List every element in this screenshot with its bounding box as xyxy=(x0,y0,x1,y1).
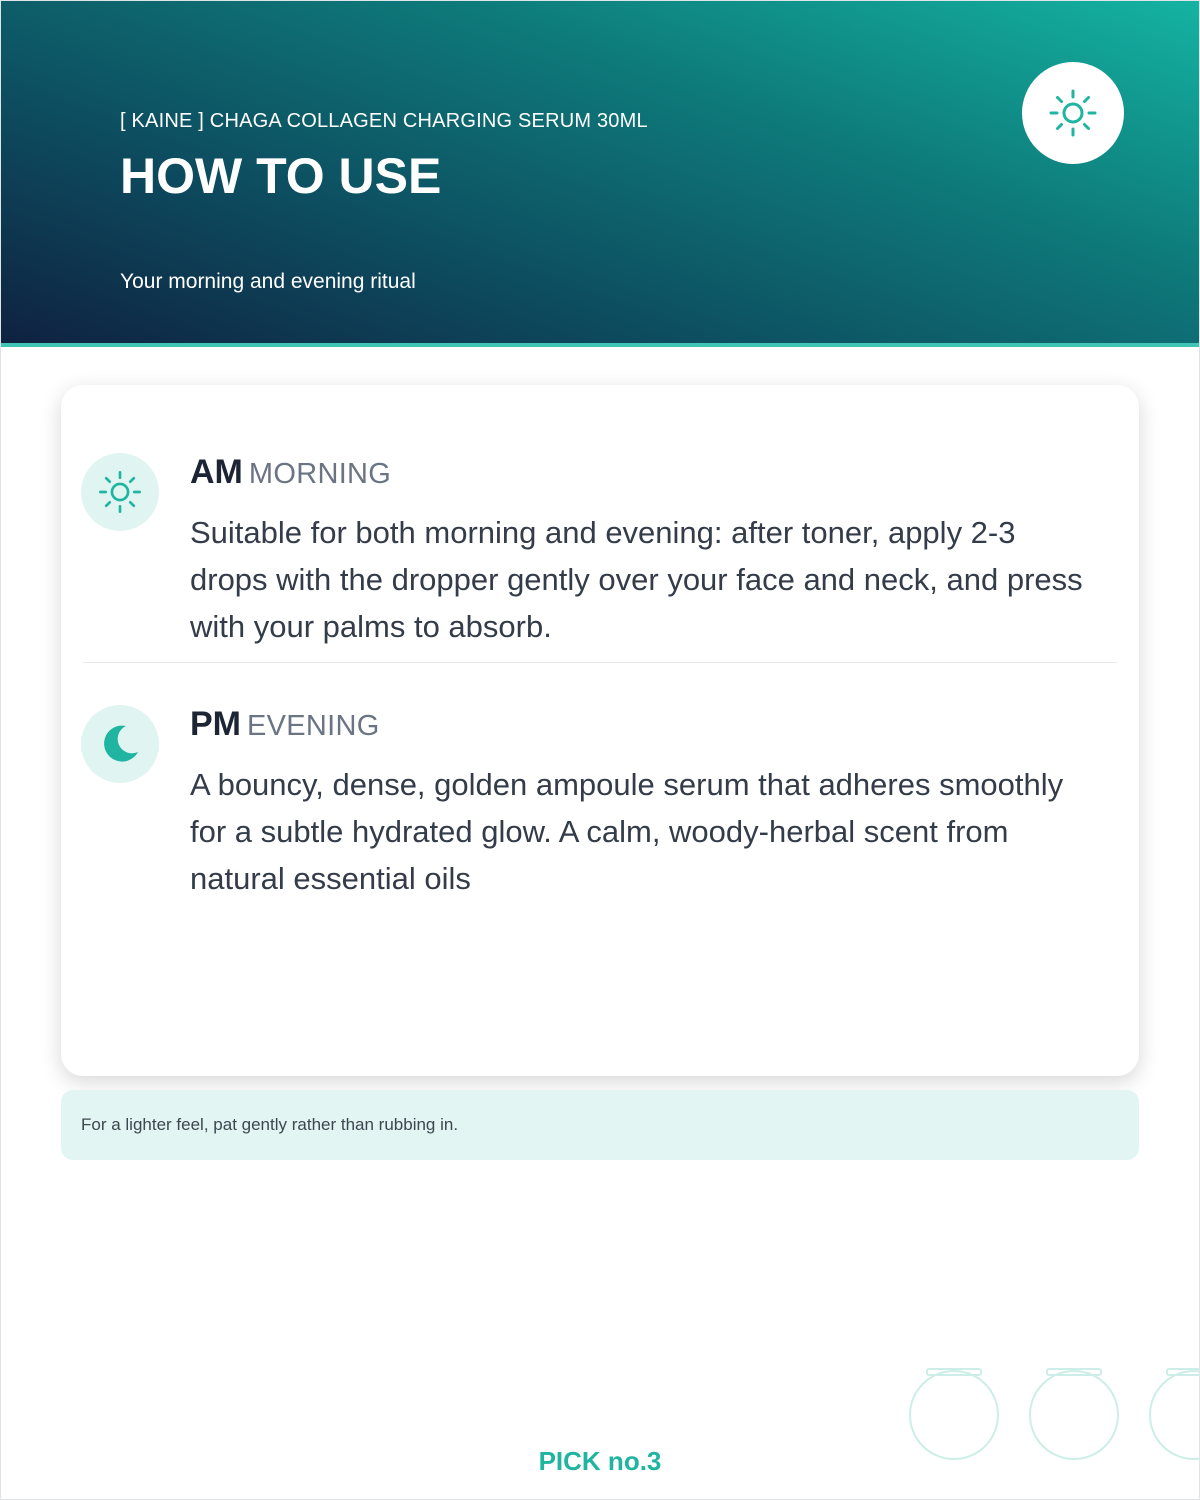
pm-description: A bouncy, dense, golden ampoule serum that adheres smoothly for a subtle hydrated glow. A calm, woody-herbal scent from natural essential oils xyxy=(190,767,1064,896)
sun-icon xyxy=(1045,85,1101,141)
pm-code: PM xyxy=(190,705,241,743)
pm-word: EVENING xyxy=(247,710,380,742)
am-heading xyxy=(190,453,391,492)
am-code: AM xyxy=(190,453,243,491)
product-name: [ KAINE ] CHAGA COLLAGEN CHARGING SERUM 30ML xyxy=(120,110,648,132)
am-description: Suitable for both morning and evening: after toner, apply 2-3 drops with the dropper gently over your face and neck, and press with your palms to absorb. xyxy=(190,515,1083,644)
section-divider xyxy=(83,662,1117,663)
pm-icon-badge xyxy=(81,705,159,783)
header-badge xyxy=(1022,62,1124,164)
tip-box xyxy=(61,1090,1139,1160)
page-subtitle: Your morning and evening ritual xyxy=(120,270,416,293)
header-accent-line xyxy=(0,343,1200,347)
page-title: HOW TO USE xyxy=(120,148,442,204)
sun-icon xyxy=(95,467,145,517)
am-icon-badge xyxy=(81,453,159,531)
header-banner xyxy=(0,0,1200,345)
pm-heading xyxy=(190,705,380,744)
pick-label: PICK no.3 xyxy=(538,1446,662,1476)
am-word: MORNING xyxy=(248,458,392,490)
tip-text: For a lighter feel, pat gently rather than rubbing in. xyxy=(81,1115,459,1134)
moon-icon xyxy=(96,720,144,768)
usage-card xyxy=(61,385,1139,1076)
